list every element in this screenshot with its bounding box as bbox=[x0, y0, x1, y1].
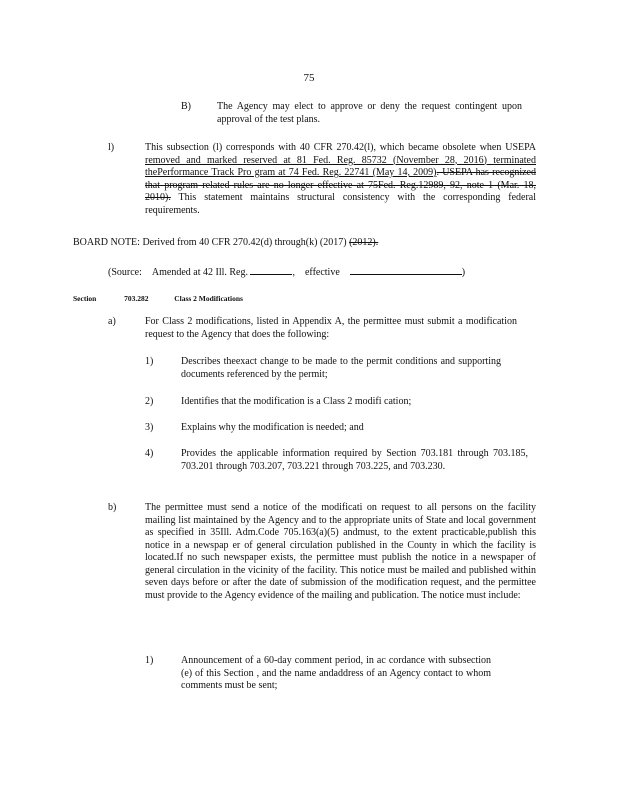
subitem-label: 1) bbox=[145, 655, 154, 666]
deleted-text: . USEPA has recognized that program related rules are no longer effective at 75Fed. Reg.12989, 92, note 1 (Mar. 18, 2010). bbox=[145, 167, 536, 203]
text-segment: This statement maintains structural consistency with the corresponding federal requirements. bbox=[145, 192, 536, 216]
board-note bbox=[73, 237, 543, 248]
section-heading bbox=[73, 294, 243, 303]
source-line bbox=[108, 264, 465, 278]
page-number: 75 bbox=[303, 72, 315, 84]
item-text: The permittee must send a notice of the modificati on request to all persons on the facility mailing list maintained by the Agency and to the appropriate units of State and local government as specified in 35Ill. Adm.Code 705.163(a)(5) andmust, to the extent practicable,publish this notice in a newspap er of general circulation published in the County in which the facility is located.If no such newspaper exists, the permittee must publish the notice in a newspaper of general circulation in the vicinity of the facility. This notice must be mailed and published within seven days before or after the date of submission of the modification request, and the permittee must provide to the Agency evidence of the mailing and publication. The notice must include: bbox=[145, 502, 536, 601]
item-text bbox=[145, 142, 536, 217]
deleted-text: (2012). bbox=[349, 237, 379, 248]
blank-line bbox=[350, 264, 462, 275]
inserted-text: removed and marked reserved at 81 Fed. Reg. 85732 (November 28, 2016) terminated thePerformance Track Pro gram at 74 Fed. Reg. 22741 (May 14, 2009) bbox=[145, 154, 536, 178]
board-note-text: BOARD NOTE: Derived from 40 CFR 270.42(d) through(k) (2017) bbox=[73, 237, 347, 248]
subitem-label: 4) bbox=[145, 448, 154, 459]
blank-line bbox=[250, 264, 292, 275]
subitem-text: Identifies that the modification is a Class 2 modifi cation; bbox=[181, 396, 412, 407]
item-text: For Class 2 modifications, listed in Appendix A, the permittee must submit a modification request to the Agency that does the following: bbox=[145, 316, 517, 340]
section-number: 703.282 bbox=[124, 294, 149, 303]
item-label: l) bbox=[108, 142, 115, 153]
subitem-text: Describes theexact change to be made to the permit conditions and supporting documents referenced by the permit; bbox=[181, 356, 501, 380]
subitem-text: Provides the applicable information required by Section 703.181 through 703.185, 703.201 through 703.207, 703.221 through 703.225, and 703.230. bbox=[181, 448, 528, 472]
text-segment: This subsection (l) corresponds with 40 CFR 270.42(l), which became obsolete when USEPA bbox=[145, 142, 536, 153]
source-close: ) bbox=[461, 267, 466, 278]
subitem-label: 1) bbox=[145, 356, 154, 367]
section-title: Class 2 Modifications bbox=[174, 294, 243, 303]
item-label: b) bbox=[108, 502, 117, 513]
source-comma: , bbox=[292, 267, 295, 278]
subitem-label: 3) bbox=[145, 422, 154, 433]
section-label: Section bbox=[73, 294, 97, 303]
source-open: (Source: bbox=[108, 267, 142, 278]
source-amended: Amended at 42 Ill. Reg. bbox=[151, 267, 248, 278]
source-effective: effective bbox=[304, 267, 340, 278]
item-text: The Agency may elect to approve or deny the request contingent upon approval of the test plans. bbox=[217, 101, 522, 125]
item-label: a) bbox=[108, 316, 116, 327]
subitem-text: Explains why the modification is needed; and bbox=[181, 422, 364, 433]
item-label: B) bbox=[181, 101, 191, 112]
subitem-label: 2) bbox=[145, 396, 154, 407]
subitem-text: Announcement of a 60-day comment period, in ac cordance with subsection (e) of this Section , and the name andaddress of an Agency contact to whom comments must be sent; bbox=[181, 655, 491, 691]
